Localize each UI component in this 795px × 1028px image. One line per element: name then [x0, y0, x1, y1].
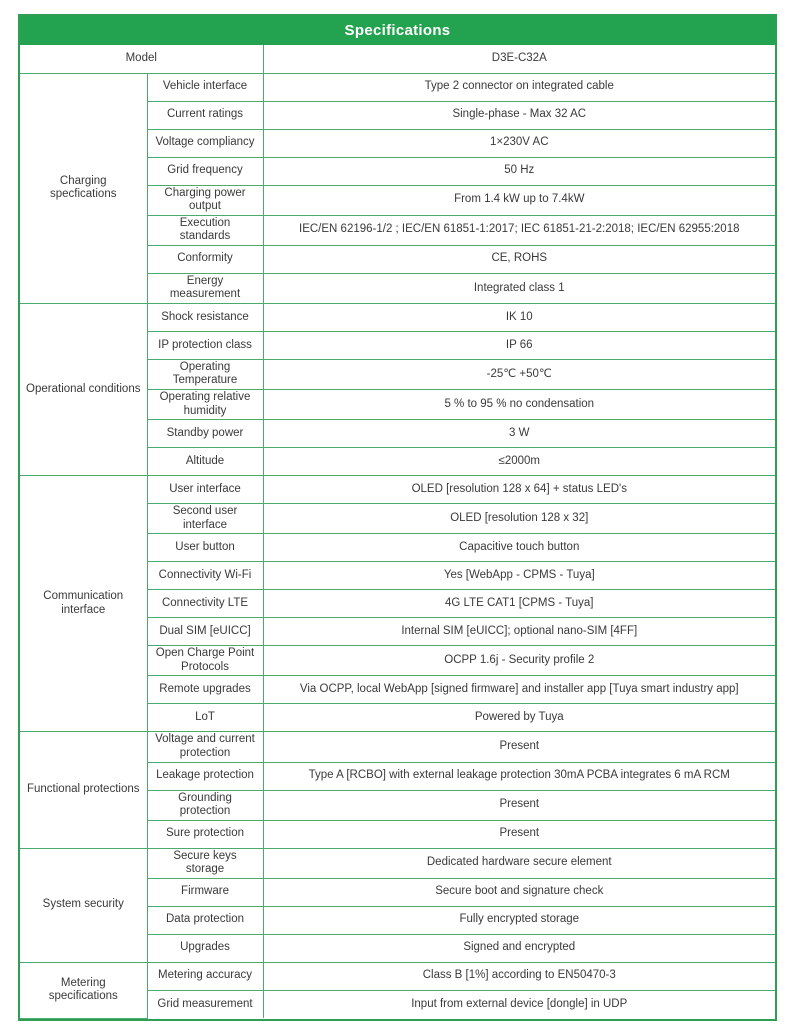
spec-label-cell: Metering accuracy	[147, 962, 263, 990]
table-row	[20, 73, 775, 101]
spec-value-cell: ≤2000m	[263, 448, 775, 476]
spec-value-cell: 5 % to 95 % no condensation	[263, 390, 775, 420]
spec-value-cell: Via OCPP, local WebApp [signed firmware] and installer app [Tuya smart industry app]	[263, 676, 775, 704]
spec-value-cell: Single-phase - Max 32 AC	[263, 101, 775, 129]
spec-label-cell: Remote upgrades	[147, 676, 263, 704]
spec-label-cell: Secure keys storage	[147, 848, 263, 878]
spec-label-cell: User interface	[147, 476, 263, 504]
spec-label-cell: Second user interface	[147, 504, 263, 534]
spec-value-cell: Fully encrypted storage	[263, 906, 775, 934]
spec-label-cell: Open Charge Point Protocols	[147, 646, 263, 676]
spec-value-cell: Signed and encrypted	[263, 934, 775, 962]
spec-table	[20, 45, 775, 1019]
model-value-cell: D3E-C32A	[263, 45, 775, 73]
spec-value-cell: Type A [RCBO] with external leakage protection 30mA PCBA integrates 6 mA RCM	[263, 762, 775, 790]
group-cell: Metering specifications	[20, 962, 147, 1018]
spec-value-cell: Present	[263, 790, 775, 820]
spec-value-cell: Input from external device [dongle] in UDP	[263, 990, 775, 1018]
spec-value-cell: Yes [WebApp - CPMS - Tuya]	[263, 562, 775, 590]
spec-value-cell: From 1.4 kW up to 7.4kW	[263, 185, 775, 215]
spec-value-cell: Internal SIM [eUICC]; optional nano-SIM [4FF]	[263, 618, 775, 646]
spec-value-cell: Dedicated hardware secure element	[263, 848, 775, 878]
spec-value-cell: 1×230V AC	[263, 129, 775, 157]
spec-label-cell: User button	[147, 534, 263, 562]
spec-value-cell: -25℃ +50℃	[263, 359, 775, 389]
spec-label-cell: Shock resistance	[147, 303, 263, 331]
group-cell: Charging specfications	[20, 73, 147, 303]
group-cell: Operational conditions	[20, 303, 147, 475]
spec-label-cell: Grounding protection	[147, 790, 263, 820]
spec-value-cell: IP 66	[263, 331, 775, 359]
spec-label-cell: Grid frequency	[147, 157, 263, 185]
spec-label-cell: LoT	[147, 704, 263, 732]
group-cell: System security	[20, 848, 147, 962]
spec-label-cell: Energy measurement	[147, 273, 263, 303]
spec-label-cell: Dual SIM [eUICC]	[147, 618, 263, 646]
spec-value-cell: OLED [resolution 128 x 64] + status LED's	[263, 476, 775, 504]
spec-label-cell: Data protection	[147, 906, 263, 934]
spec-label-cell: Altitude	[147, 448, 263, 476]
spec-label-cell: Operating Temperature	[147, 359, 263, 389]
spec-label-cell: Voltage and current protection	[147, 732, 263, 762]
spec-value-cell: Integrated class 1	[263, 273, 775, 303]
table-row	[20, 848, 775, 878]
table-row	[20, 45, 775, 73]
spec-value-cell: Present	[263, 732, 775, 762]
spec-label-cell: Operating relative humidity	[147, 390, 263, 420]
group-cell: Communication interface	[20, 476, 147, 732]
spec-value-cell: 3 W	[263, 420, 775, 448]
table-row	[20, 732, 775, 762]
spec-value-cell: Present	[263, 820, 775, 848]
spec-label-cell: Connectivity LTE	[147, 590, 263, 618]
spec-label-cell: Grid measurement	[147, 990, 263, 1018]
spec-value-cell: Secure boot and signature check	[263, 878, 775, 906]
table-row	[20, 303, 775, 331]
spec-value-cell: Capacitive touch button	[263, 534, 775, 562]
table-row	[20, 476, 775, 504]
spec-value-cell: CE, ROHS	[263, 245, 775, 273]
spec-value-cell: Class B [1%] according to EN50470-3	[263, 962, 775, 990]
spec-label-cell: Upgrades	[147, 934, 263, 962]
spec-label-cell: Vehicle interface	[147, 73, 263, 101]
model-label-cell: Model	[20, 45, 263, 73]
spec-label-cell: Conformity	[147, 245, 263, 273]
spec-value-cell: IK 10	[263, 303, 775, 331]
spec-label-cell: Charging power output	[147, 185, 263, 215]
spec-label-cell: Execution standards	[147, 215, 263, 245]
spec-value-cell: Powered by Tuya	[263, 704, 775, 732]
spec-label-cell: Voltage compliancy	[147, 129, 263, 157]
table-title: Specifications	[20, 16, 775, 45]
spec-value-cell: OLED [resolution 128 x 32]	[263, 504, 775, 534]
spec-label-cell: Sure protection	[147, 820, 263, 848]
spec-value-cell: IEC/EN 62196-1/2 ; IEC/EN 61851-1:2017; IEC 61851-21-2:2018; IEC/EN 62955:2018	[263, 215, 775, 245]
spec-label-cell: IP protection class	[147, 331, 263, 359]
group-cell: Functional protections	[20, 732, 147, 848]
spec-value-cell: Type 2 connector on integrated cable	[263, 73, 775, 101]
spec-label-cell: Leakage protection	[147, 762, 263, 790]
spec-table-body	[20, 45, 775, 1018]
spec-label-cell: Firmware	[147, 878, 263, 906]
spec-value-cell: 4G LTE CAT1 [CPMS - Tuya]	[263, 590, 775, 618]
spec-label-cell: Connectivity Wi-Fi	[147, 562, 263, 590]
spec-sheet	[18, 14, 777, 1021]
spec-value-cell: 50 Hz	[263, 157, 775, 185]
spec-label-cell: Standby power	[147, 420, 263, 448]
spec-label-cell: Current ratings	[147, 101, 263, 129]
table-row	[20, 962, 775, 990]
spec-value-cell: OCPP 1.6j - Security profile 2	[263, 646, 775, 676]
